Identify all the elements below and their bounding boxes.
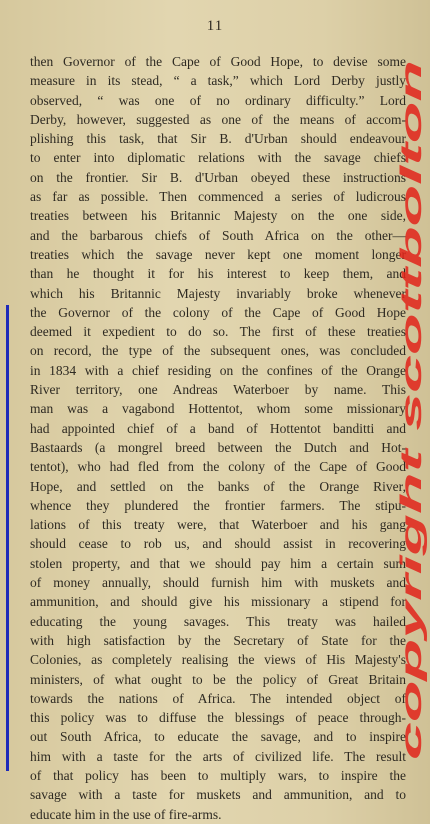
text-line: ministers, of what ought to be the policy of Great Britain <box>30 671 406 687</box>
text-line: than he thought it for his interest to keep them, and <box>30 266 406 282</box>
margin-marker-line <box>6 305 9 771</box>
text-line: on the frontier. Sir B. d'Urban obeyed these instructions <box>30 169 406 185</box>
text-line: out South Africa, to educate the savage, and to inspire <box>30 729 406 745</box>
text-line: had appointed chief of a band of Hottentot banditti and <box>30 420 406 436</box>
text-line: measure in its stead, “ a task,” which Lord Derby justly <box>30 73 406 89</box>
text-line: then Governor of the Cape of Good Hope, to devise some <box>30 54 406 69</box>
text-line: Colonies, as completely realising the views of His Majesty's <box>30 652 406 668</box>
text-line: whence they plundered the frontier farmers. The stipu- <box>30 497 406 513</box>
text-line: ammunition, and should give his missionary a stipend for <box>30 594 406 610</box>
text-line: Derby, however, suggested as one of the means of accom- <box>30 111 406 127</box>
text-line: of money annually, should furnish him with muskets and <box>30 575 406 591</box>
text-line: deemed it expedient to do so. The first of these treaties <box>30 324 406 340</box>
text-line: as far as possible. Then commenced a series of ludicrous <box>30 189 406 205</box>
text-line: of that policy has been to multiply wars, to inspire the <box>30 767 406 783</box>
text-line: him with a taste for the arts of civilized life. The result <box>30 748 406 764</box>
text-line: should cease to rob us, and should assist in recovering <box>30 536 406 552</box>
text-line: Hope, and settled on the banks of the Orange River, <box>30 478 406 494</box>
text-line: observed, “ was one of no ordinary difficulty.” Lord <box>30 92 406 108</box>
text-line: the Governor of the colony of the Cape of Good Hope <box>30 304 406 320</box>
page-number: 11 <box>206 18 224 34</box>
text-line: which his Britannic Majesty invariably broke whenever <box>30 285 406 301</box>
text-line: River territory, one Andreas Waterboer by name. This <box>30 382 406 398</box>
text-line: educate him in the use of fire-arms. <box>30 806 222 822</box>
text-line: treaties which the savage never kept one moment longer <box>30 246 406 262</box>
text-line: treaties between his Britannic Majesty on the one side, <box>30 208 406 224</box>
text-line: Bastaards (a mongrel breed between the Dutch and Hot- <box>30 439 406 455</box>
text-line: man was a vagabond Hottentot, whom some missionary <box>30 401 406 417</box>
text-line: stolen property, and that we should pay him a certain sum <box>30 555 406 571</box>
watermark-text: copyright scottbolton <box>395 451 428 760</box>
text-line: in 1834 with a chief residing on the confines of the Orange <box>30 362 406 378</box>
text-line: and the barbarous chiefs of South Africa on the other— <box>30 227 406 243</box>
text-line: savage with a taste for muskets and ammunition, and to <box>30 787 406 803</box>
text-line: with high satisfaction by the Secretary of State for the <box>30 632 406 648</box>
text-line: towards the nations of Africa. The intended object of <box>30 690 406 706</box>
text-line: to enter into diplomatic relations with the savage chiefs <box>30 150 406 166</box>
text-line: educating the young savages. This treaty was hailed <box>30 613 406 629</box>
text-line: lations of this treaty were, that Waterboer and his gang <box>30 517 406 533</box>
text-line: on record, the type of the subsequent ones, was concluded <box>30 343 406 359</box>
watermark <box>395 50 430 770</box>
text-line: plishing this task, that Sir B. d'Urban should endeavour <box>30 131 406 147</box>
text-line: this policy was to diffuse the blessings of peace through- <box>30 710 406 726</box>
body-text <box>30 52 406 824</box>
text-line: tentot), who had fled from the colony of the Cape of Good <box>30 459 406 475</box>
